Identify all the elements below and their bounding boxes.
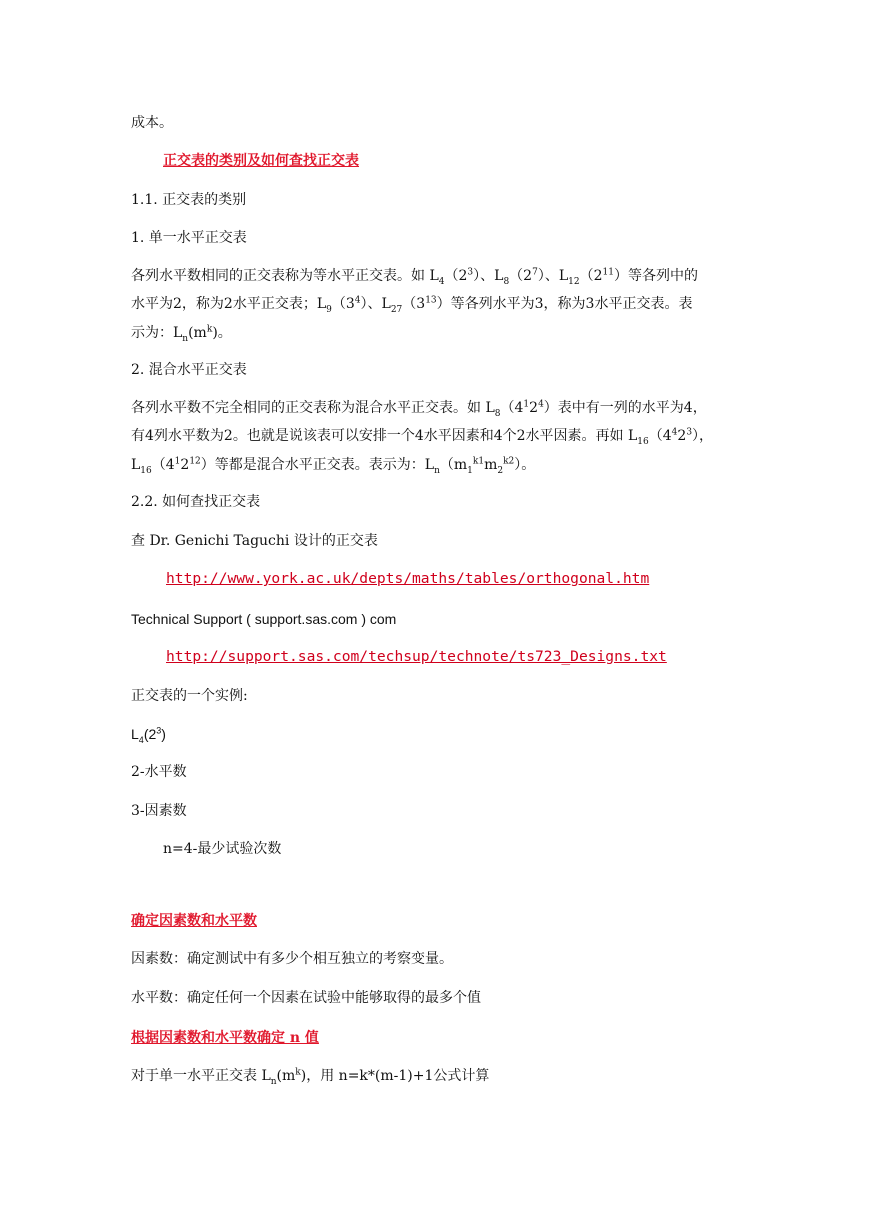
paragraph-single-level-line3: 示为：$L_n(m^k)$。 bbox=[131, 324, 232, 344]
text-factors: 3-因素数 bbox=[131, 803, 187, 819]
link-york-orthogonal-tables[interactable]: http://www.york.ac.uk/depts/maths/tables/orthogonal.htm bbox=[166, 570, 650, 587]
paragraph-mixed-level-line2: 有4列水平数为2。也就是说该表可以安排一个4水平因素和4个2水平因素。再如 $L_{16}(4^42^3)$， bbox=[131, 427, 714, 447]
paragraph-single-level-line2: 水平为2，称为2水平正交表；$L_9(3^4)$、$L_{27}(3^{13})$等各列水平为3，称为3水平正交表。表 bbox=[131, 295, 693, 315]
subheading-single-level: 1. 单一水平正交表 bbox=[131, 230, 247, 246]
link-sas-designs[interactable]: http://support.sas.com/techsup/technote/ts723_Designs.txt bbox=[166, 648, 667, 665]
section-heading-factors-levels: 确定因素数和水平数 bbox=[131, 913, 257, 929]
subheading-1-1: 1.1. 正交表的类别 bbox=[131, 192, 247, 208]
text-example-notation: $L_4(2^3)$ bbox=[131, 725, 166, 745]
paragraph-single-level-line1: 各列水平数相同的正交表称为等水平正交表。如 $L_4(2^3)$、$L_8(2^7)$、$L_{12}(2^{11})$等各列中的 bbox=[131, 267, 698, 287]
text-example-heading: 正交表的一个实例: bbox=[131, 688, 248, 704]
section-heading-table-types: 正交表的类别及如何查找正交表 bbox=[163, 153, 359, 169]
text-level-definition: 水平数：确定任何一个因素在试验中能够取得的最多个值 bbox=[131, 990, 481, 1006]
paragraph-mixed-level-line3: $L_{16}(4^12^{12})$等都是混合水平正交表。表示为：$L_n(m_1^{k1}m_2^{k2})$。 bbox=[131, 456, 536, 476]
text-taguchi: 查 Dr. Genichi Taguchi 设计的正交表 bbox=[131, 533, 378, 549]
subheading-2-2: 2.2. 如何查找正交表 bbox=[131, 494, 261, 510]
text-line: 成本。 bbox=[131, 115, 173, 131]
subheading-mixed-level: 2. 混合水平正交表 bbox=[131, 362, 247, 378]
text-formula: 对于单一水平正交表 $L_n(m^k)$，用 n=k*(m-1)+1公式计算 bbox=[131, 1067, 490, 1087]
text-levels: 2-水平数 bbox=[131, 764, 187, 780]
text-technical-support: Technical Support ( support.sas.com ) com bbox=[131, 611, 397, 627]
text-min-runs: n=4-最少试验次数 bbox=[163, 841, 282, 857]
section-heading-determine-n: 根据因素数和水平数确定 n 值 bbox=[131, 1030, 319, 1046]
paragraph-mixed-level-line1: 各列水平数不完全相同的正交表称为混合水平正交表。如 $L_8(4^12^4)$表中有一列的水平为4， bbox=[131, 399, 707, 419]
text-factor-definition: 因素数：确定测试中有多少个相互独立的考察变量。 bbox=[131, 951, 453, 967]
